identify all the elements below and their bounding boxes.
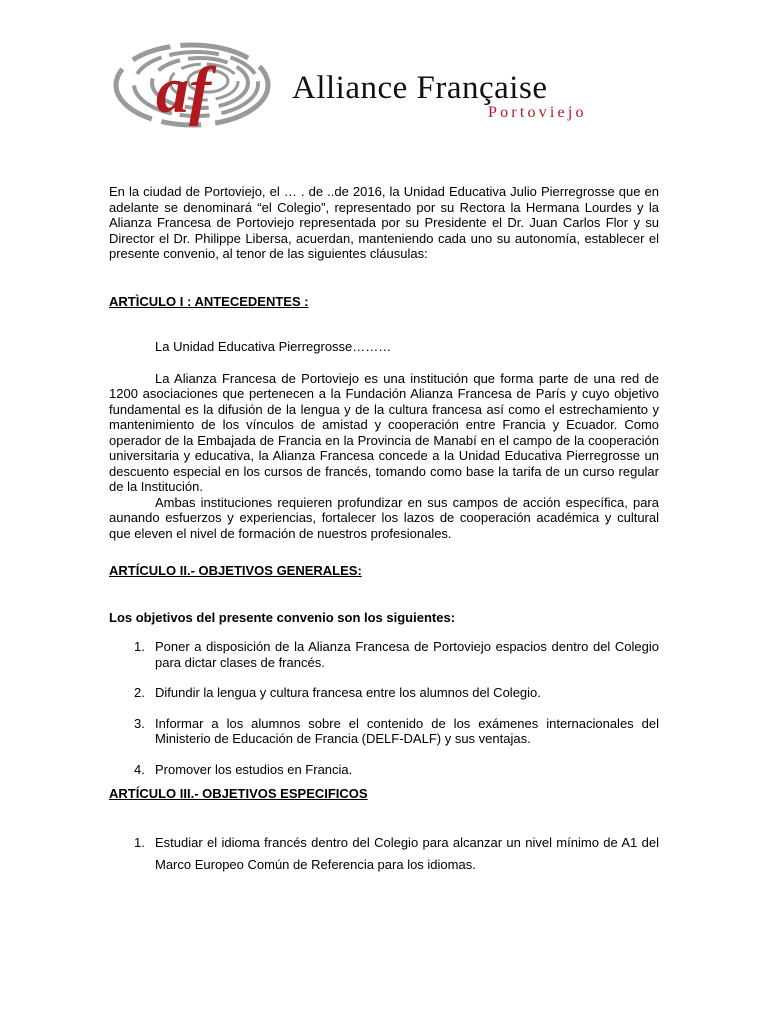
intro-paragraph: En la ciudad de Portoviejo, el … . de ..de 2016, la Unidad Educativa Julio Pierregrosse que en adelante se denominará “el Colegio”, representado por su Rectora la Hermana Lourdes y la Alianza Francesa de Portoviejo representada por su Presidente el Dr. Juan Carlos Flor y su Director el Dr. Philippe Libersa, acuerdan, manteniendo cada uno su autonomía, establecer el presente convenio, al tenor de las siguientes cláusulas: <box>109 184 659 261</box>
article-2-subheading: Los objetivos del presente convenio son los siguientes: <box>109 609 456 625</box>
specific-objectives-list <box>109 832 659 876</box>
logo-letters: af <box>156 54 211 127</box>
article-1-paragraph-3: Ambas instituciones requieren profundizar en sus campos de acción específica, para aunando esfuerzos y experiencias, fortalecer los lazos de cooperación académica y cultural que eleven el nivel de formación de nuestros profesionales. <box>109 494 659 541</box>
agreement-document <box>109 184 659 876</box>
article-1-heading: ARTÌCULO I : ANTECEDENTES : <box>109 293 309 309</box>
brand-city: Portoviejo <box>488 104 587 121</box>
brand-name: Alliance Française <box>292 70 548 106</box>
letterhead <box>112 40 672 130</box>
article-2-heading: ARTÍCULO II.- OBJETIVOS GENERALES: <box>109 563 362 578</box>
list-item: 2. Difundir la lengua y cultura francesa entre los alumnos del Colegio. <box>134 685 541 700</box>
list-item: 1. Poner a disposición de la Alianza Francesa de Portoviejo espacios dentro del Colegio para dictar clases de francés. <box>134 639 659 670</box>
list-item: 3. Informar a los alumnos sobre el contenido de los exámenes internacionales del Ministerio de Educación de Francia (DELF-DALF) y sus ventajas. <box>134 715 659 746</box>
list-item: 4. Promover los estudios en Francia. <box>134 761 353 777</box>
article-1-paragraph-1: La Unidad Educativa Pierregrosse……… <box>155 339 392 354</box>
article-3-heading: ARTÍCULO III.- OBJETIVOS ESPECIFICOS <box>109 786 368 801</box>
general-objectives-list <box>109 639 659 777</box>
alliance-francaise-logo <box>112 40 272 130</box>
article-1-paragraph-2: La Alianza Francesa de Portoviejo es una institución que forma parte de una red de 1200 asociaciones que pertenecen a la Fundación Alianza Francesa de París y cuyo objetivo fundamental es la difusión de la lengua y de la cultura francesa así como el estrechamiento y mantenimiento de los vínculos de amistad y cooperación entre Francia y Ecuador. Como operador de la Embajada de Francia en la Provincia de Manabí en el campo de la cooperación universitaria y educativa, la Alianza Francesa concede a la Unidad Educativa Pierregrosse un descuento especial en los cursos de francés, tomando como base la tarifa de un curso regular de la Institución. <box>109 370 659 494</box>
list-item: 1. Estudiar el idioma francés dentro del Colegio para alcanzar un nivel mínimo de A1 del Marco Europeo Común de Referencia para los idiomas. <box>134 834 659 872</box>
